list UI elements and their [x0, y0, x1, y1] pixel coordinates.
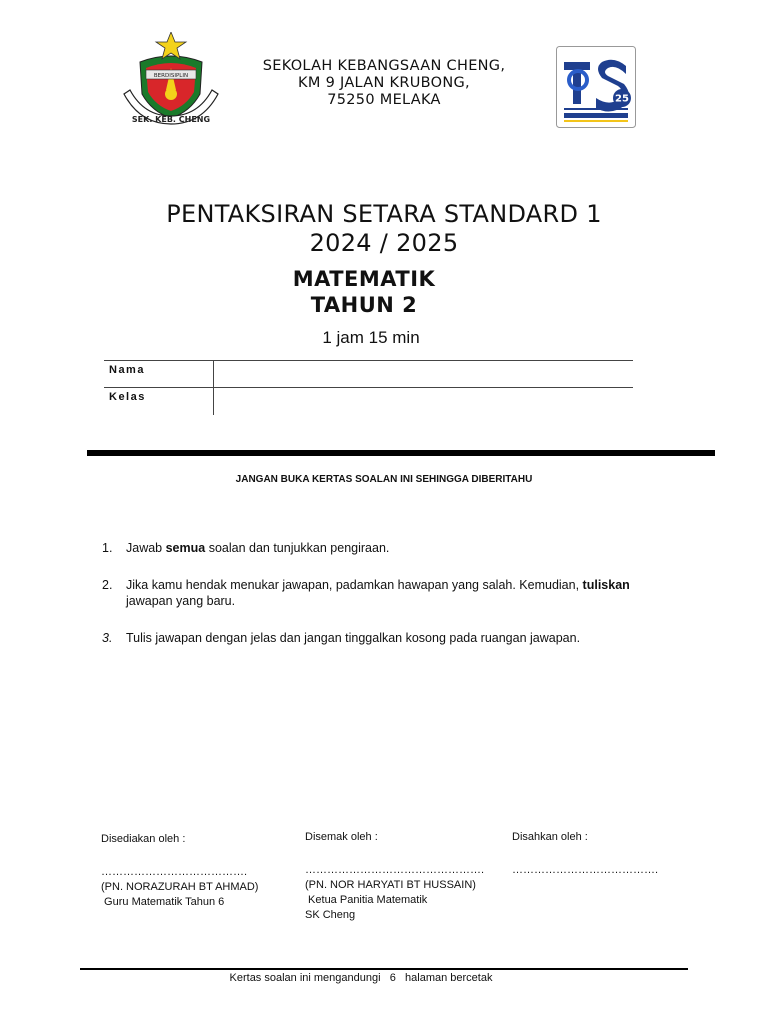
school-street: KM 9 JALAN KRUBONG,	[298, 75, 470, 91]
exam-session: 2024 / 2025	[309, 229, 459, 257]
warning-text: JANGAN BUKA KERTAS SOALAN INI SEHINGGA DIBERITAHU	[235, 474, 533, 485]
class-field[interactable]	[216, 390, 633, 412]
signature-role: Disemak oleh :	[305, 831, 378, 843]
exam-duration: 1 jam 15 min	[322, 328, 420, 347]
subject-year: TAHUN 2	[310, 293, 418, 317]
name-row	[104, 360, 633, 387]
table-divider	[213, 361, 214, 388]
instruction-number: 1.	[102, 541, 113, 555]
signature-role: Disahkan oleh :	[512, 831, 588, 843]
signature-prepared	[101, 832, 301, 910]
footer-rule	[80, 968, 688, 970]
name-field[interactable]	[216, 363, 633, 385]
instructions-list	[102, 540, 702, 667]
school-postcode: 75250 MELAKA	[327, 92, 441, 108]
instruction-emphasis: semua	[165, 541, 206, 555]
signatory-position: Ketua Panitia Matematik	[305, 894, 428, 906]
class-row	[104, 387, 633, 414]
instruction-text: jawapan yang baru.	[126, 594, 236, 608]
signature-line: ………………………………….	[101, 866, 248, 878]
page-count-note: Kertas soalan ini mengandungi 6 halaman bercetak	[229, 972, 493, 984]
instruction-text: Tulis jawapan dengan jelas dan jangan tinggalkan kosong pada ruangan jawapan.	[126, 631, 581, 645]
instruction-text: Jawab	[126, 541, 166, 555]
signatory-position: Guru Matematik Tahun 6	[101, 896, 225, 908]
crest-banner-text: BERDISIPLIN	[153, 73, 189, 79]
signature-approved	[512, 830, 692, 878]
crest-ribbon-text: SEK. KEB. CHENG	[131, 115, 211, 124]
exam-title	[0, 200, 768, 258]
school-name: SEKOLAH KEBANGSAAN CHENG,	[262, 58, 506, 74]
class-label: Kelas	[109, 391, 146, 403]
name-label: Nama	[109, 364, 145, 376]
signature-checked	[305, 830, 505, 923]
instruction-emphasis: tuliskan	[582, 578, 630, 592]
table-divider	[213, 388, 214, 415]
signatory-name: (PN. NOR HARYATI BT HUSSAIN)	[305, 879, 476, 891]
instruction-item	[102, 577, 702, 609]
instruction-item	[102, 540, 702, 556]
instruction-text: Jika kamu hendak menukar jawapan, padamkan hawapan yang salah. Kemudian,	[126, 578, 583, 592]
instruction-number: 2.	[102, 578, 113, 592]
student-info-table	[104, 360, 633, 414]
instruction-text: soalan dan tunjukkan pengiraan.	[205, 541, 390, 555]
subject-block	[0, 266, 728, 318]
divider-rule	[87, 450, 715, 456]
signature-role: Disediakan oleh :	[101, 833, 186, 845]
instruction-item	[102, 630, 702, 646]
signature-line: ………………………………………….	[305, 864, 485, 876]
ts-logo-number: 25	[615, 93, 629, 105]
signatory-name: (PN. NORAZURAH BT AHMAD)	[101, 881, 259, 893]
ts25-logo	[556, 46, 636, 128]
instruction-number: 3.	[102, 631, 113, 645]
exam-title-line1: PENTAKSIRAN SETARA STANDARD 1	[166, 200, 602, 228]
subject-name: MATEMATIK	[292, 267, 436, 291]
signatory-school: SK Cheng	[305, 909, 356, 921]
signature-line: ………………………………….	[512, 864, 659, 876]
school-address	[200, 58, 568, 109]
